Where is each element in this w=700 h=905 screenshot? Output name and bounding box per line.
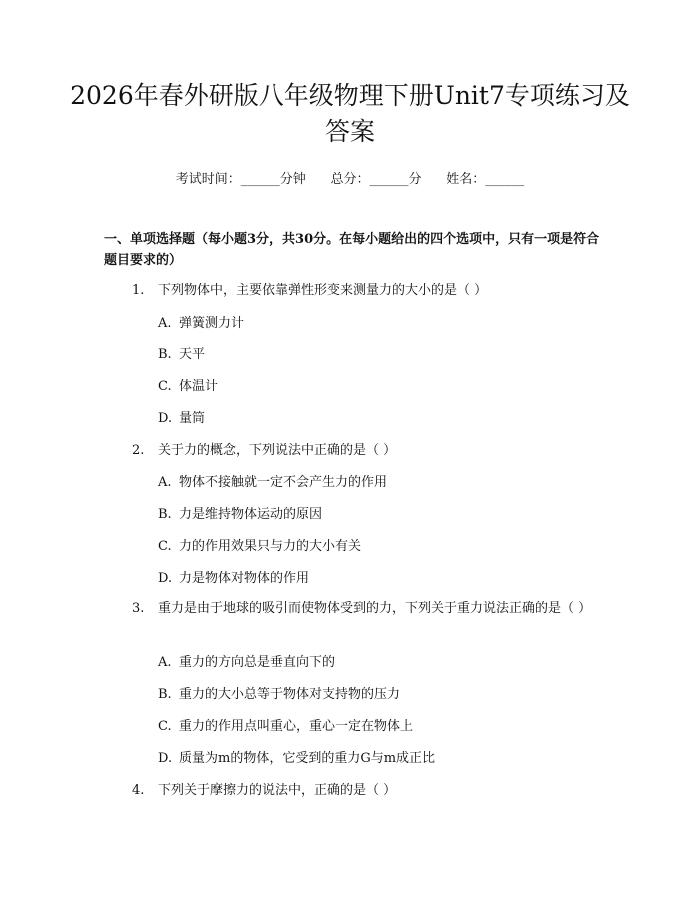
question-text: 重力是由于地球的吸引而使物体受到的力，下列关于重力说法正确的是（ ） [158, 601, 592, 616]
option-3a [158, 652, 598, 673]
option-letter: A. [158, 655, 172, 670]
option-letter: A. [158, 316, 172, 331]
option-letter: C. [158, 719, 172, 734]
option-2b [158, 504, 598, 525]
section-heading: 一、单项选择题（每小题3分，共30分。在每小题给出的四个选项中，只有一项是符合题目要求的） [104, 232, 600, 268]
option-text: 天平 [179, 347, 206, 362]
option-letter: B. [158, 347, 172, 362]
option-text: 力的作用效果只与力的大小有关 [179, 539, 362, 554]
question-number: 4. [132, 783, 145, 798]
question-1 [104, 280, 604, 301]
question-2 [104, 440, 604, 461]
option-2d [158, 568, 598, 589]
option-text: 体温计 [179, 379, 219, 394]
option-letter: B. [158, 687, 172, 702]
option-2a [158, 472, 598, 493]
option-letter: D. [158, 571, 173, 586]
option-3c [158, 716, 598, 737]
option-letter: A. [158, 475, 172, 490]
question-number: 3. [132, 601, 145, 616]
document-title: 2026年春外研版八年级物理下册Unit7专项练习及答案 [70, 81, 630, 146]
option-1c [158, 376, 598, 397]
question-4 [104, 780, 604, 801]
question-3 [104, 598, 604, 619]
option-text: 重力的作用点叫重心，重心一定在物体上 [179, 719, 414, 734]
question-text: 下列关于摩擦力的说法中，正确的是（ ） [158, 783, 397, 798]
option-text: 力是维持物体运动的原因 [179, 507, 323, 522]
option-text: 质量为m的物体，它受到的重力G与m成正比 [179, 751, 436, 766]
option-3d [158, 748, 598, 769]
exam-info: 考试时间：______分钟 总分：______分 姓名：______ [175, 172, 525, 187]
option-text: 量筒 [179, 411, 206, 426]
option-1a [158, 313, 598, 334]
option-1d [158, 408, 598, 429]
option-letter: B. [158, 507, 172, 522]
option-2c [158, 536, 598, 557]
question-number: 1. [132, 283, 145, 298]
option-text: 弹簧测力计 [179, 316, 245, 331]
option-letter: C. [158, 379, 172, 394]
question-text: 关于力的概念，下列说法中正确的是（ ） [158, 443, 397, 458]
option-letter: D. [158, 411, 173, 426]
option-text: 力是物体对物体的作用 [179, 571, 310, 586]
question-text: 下列物体中，主要依靠弹性形变来测量力的大小的是（ ） [158, 283, 488, 298]
option-text: 重力的大小总等于物体对支持物的压力 [179, 687, 401, 702]
option-letter: D. [158, 751, 173, 766]
option-text: 重力的方向总是垂直向下的 [179, 655, 336, 670]
question-number: 2. [132, 443, 145, 458]
option-1b [158, 344, 598, 365]
option-text: 物体不接触就一定不会产生力的作用 [179, 475, 388, 490]
option-letter: C. [158, 539, 172, 554]
option-3b [158, 684, 598, 705]
